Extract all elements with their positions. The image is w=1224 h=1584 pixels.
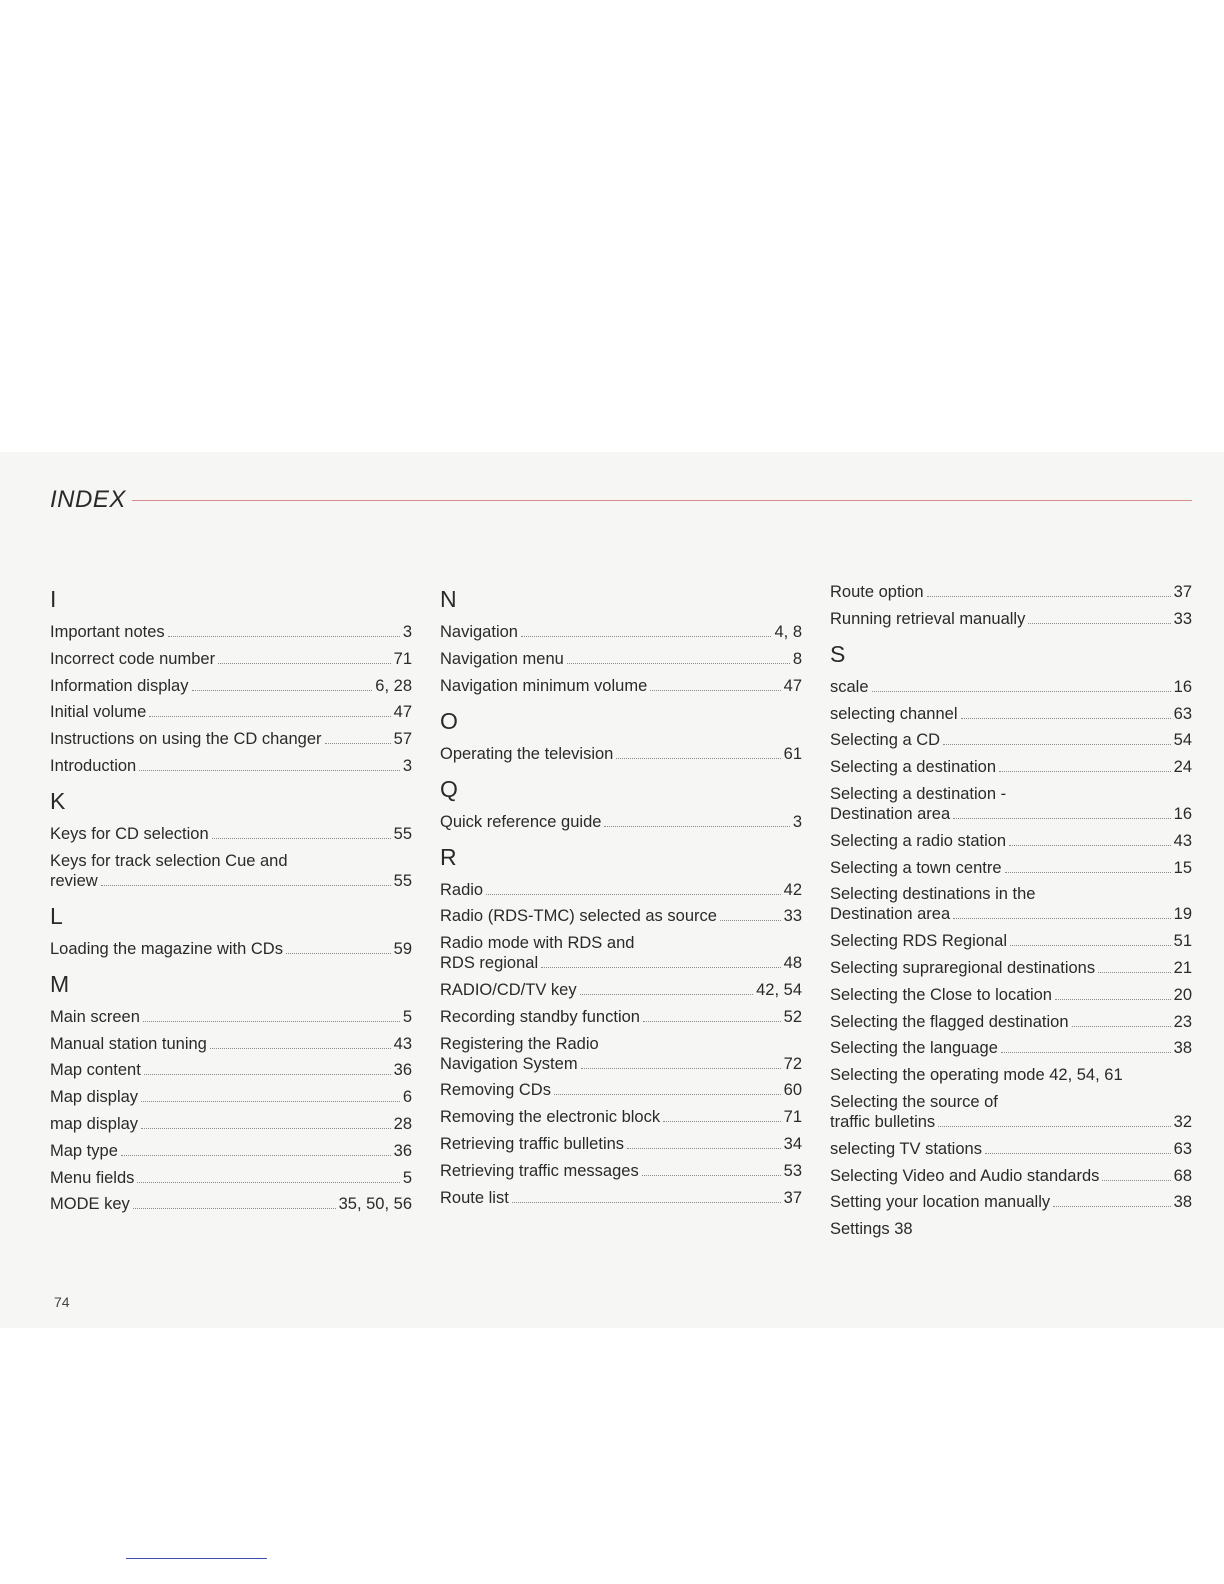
dot-leader: [985, 1153, 1171, 1154]
page-ref: 33: [783, 907, 802, 926]
page-ref: 36: [393, 1141, 412, 1160]
entry-text-line2: traffic bulletins: [830, 1112, 936, 1131]
index-entry: [830, 784, 1192, 824]
index-entry: [830, 831, 1192, 851]
entry-text-line1: Selecting destinations in the: [830, 885, 1036, 904]
index-entry: [50, 676, 412, 696]
entry-text: selecting channel: [830, 704, 958, 723]
entry-row: [830, 904, 1192, 924]
index-entry: [50, 1114, 412, 1134]
index-entry: [830, 1092, 1192, 1132]
index-entry: [440, 1007, 802, 1027]
entry-text-line2: Destination area: [830, 804, 951, 823]
index-entry: [50, 824, 412, 844]
entry-text: Map display: [50, 1088, 139, 1107]
entry-text-line1: Registering the Radio: [440, 1034, 599, 1053]
entry-text-line1: Selecting the source of: [830, 1092, 998, 1111]
entry-row: [50, 871, 412, 891]
entry-text: Menu fields: [50, 1168, 135, 1187]
page-ref: 51: [1173, 932, 1192, 951]
page-ref: 38: [1173, 1039, 1192, 1058]
index-entry: [440, 1034, 802, 1074]
entry-text: Important notes: [50, 623, 165, 641]
index-entry: [830, 704, 1192, 724]
dot-leader: [133, 1208, 336, 1209]
index-entry: [50, 1060, 412, 1080]
page-ref: 48: [783, 954, 802, 973]
entry-text-line2: Destination area: [830, 905, 951, 924]
dot-leader: [1055, 999, 1171, 1000]
entry-text: Radio (RDS-TMC) selected as source: [440, 907, 717, 926]
dot-leader: [1009, 845, 1171, 846]
page-ref: 20: [1173, 985, 1192, 1004]
footnote-rule: [126, 1558, 267, 1559]
dot-leader: [1102, 1180, 1170, 1181]
index-entry: [440, 812, 802, 832]
index-entry: [50, 729, 412, 749]
dot-leader: [521, 636, 772, 637]
entry-text: Map content: [50, 1061, 141, 1080]
index-entry: [50, 702, 412, 722]
section-letter: Q: [440, 775, 458, 802]
dot-leader: [1005, 872, 1171, 873]
dot-leader: [554, 1094, 781, 1095]
index-entry: [830, 1038, 1192, 1058]
dot-leader: [580, 994, 754, 995]
dot-leader: [720, 920, 781, 921]
section-letter: L: [50, 902, 63, 929]
index-entry: [440, 980, 802, 1000]
section-letter: K: [50, 787, 66, 814]
dot-leader: [1001, 1052, 1171, 1053]
index-entry: [440, 880, 802, 900]
entry-text: MODE key: [50, 1195, 130, 1214]
page-ref: 36: [393, 1061, 412, 1080]
entry-text: Route option: [830, 583, 924, 601]
page-ref: 5: [402, 1007, 412, 1026]
index-entry: Selecting the operating mode 42, 54, 61: [830, 1066, 1123, 1085]
index-entry: [830, 958, 1192, 978]
dot-leader: [567, 663, 790, 664]
section-letter: S: [830, 640, 846, 667]
page-ref: 24: [1173, 758, 1192, 777]
page-ref: 52: [783, 1007, 802, 1026]
page-ref: 72: [783, 1054, 802, 1073]
dot-leader: [541, 967, 781, 968]
page-ref: 71: [783, 1108, 802, 1127]
entry-text: RADIO/CD/TV key: [440, 980, 577, 999]
index-entry: [830, 1166, 1192, 1186]
dot-leader: [663, 1121, 781, 1122]
section-letter: M: [50, 970, 70, 997]
dot-leader: [486, 894, 781, 895]
dot-leader: [999, 771, 1171, 772]
dot-leader: [143, 1021, 400, 1022]
dot-leader: [643, 1021, 781, 1022]
index-entry: [440, 744, 802, 764]
index-entry: [440, 1134, 802, 1154]
dot-leader: [581, 1068, 781, 1069]
index-entry: [830, 884, 1192, 924]
entry-text: Navigation: [440, 623, 518, 641]
page-ref: 47: [783, 676, 802, 695]
dot-leader: [1098, 972, 1171, 973]
index-entry: [440, 1188, 802, 1208]
index-entry: [50, 851, 412, 891]
index-entry: [50, 1034, 412, 1054]
entry-text: Retrieving traffic bulletins: [440, 1134, 625, 1153]
index-entry: [830, 582, 1192, 602]
page-ref: 55: [393, 824, 412, 843]
entry-text: Selecting the Close to location: [830, 985, 1052, 1004]
page-ref: 61: [783, 744, 802, 763]
entry-text-line1: Keys for track selection Cue and: [50, 851, 288, 870]
index-entry: [830, 677, 1192, 697]
dot-leader: [212, 838, 391, 839]
entry-text: Removing the electronic block: [440, 1108, 661, 1127]
page-ref: 3: [792, 812, 802, 831]
entry-text: Selecting Video and Audio standards: [830, 1166, 1100, 1185]
page-ref: 19: [1173, 905, 1192, 924]
page-ref: 54: [1173, 731, 1192, 750]
page-ref: 37: [1173, 583, 1192, 601]
index-entry: [440, 1080, 802, 1100]
dot-leader: [927, 596, 1171, 597]
page-ref: 5: [402, 1168, 412, 1187]
page-ref: 16: [1173, 804, 1192, 823]
dot-leader: [168, 636, 400, 637]
index-entry: [50, 756, 412, 776]
dot-leader: [872, 691, 1171, 692]
section-letter: R: [440, 843, 457, 870]
page-ref: 71: [393, 649, 412, 668]
page-ref: 37: [783, 1188, 802, 1207]
index-entry: [440, 1107, 802, 1127]
entry-text: Selecting the language: [830, 1039, 998, 1058]
page-ref: 6, 28: [375, 676, 412, 695]
page-ref: 68: [1173, 1166, 1192, 1185]
page-ref: 23: [1173, 1012, 1192, 1031]
entry-row: [440, 953, 802, 973]
entry-text: Setting your location manually: [830, 1193, 1051, 1212]
entry-text: Selecting supraregional destinations: [830, 958, 1096, 977]
page-ref: 28: [393, 1114, 412, 1133]
page-ref: 43: [1173, 831, 1192, 850]
entry-text: Map type: [50, 1141, 118, 1160]
page-number: 74: [54, 1294, 70, 1310]
entry-text: map display: [50, 1114, 139, 1133]
page-ref: 38: [1173, 1193, 1192, 1212]
dot-leader: [1053, 1206, 1171, 1207]
dot-leader: [218, 663, 391, 664]
entry-text: Navigation minimum volume: [440, 676, 648, 695]
entry-text: Manual station tuning: [50, 1034, 207, 1053]
entry-text-line1: Selecting a destination -: [830, 784, 1007, 803]
dot-leader: [1028, 623, 1170, 624]
index-column-3: [830, 582, 1192, 1246]
index-entry: [440, 1161, 802, 1181]
index-entry: [440, 622, 802, 642]
index-entry: Settings 38: [830, 1220, 913, 1239]
page-ref: 21: [1173, 958, 1192, 977]
page-ref: 32: [1173, 1112, 1192, 1131]
index-column-2: [440, 580, 802, 1214]
entry-text: Recording standby function: [440, 1007, 640, 1026]
page-ref: 16: [1173, 677, 1192, 696]
index-entry: [830, 858, 1192, 878]
entry-text-line1: Radio mode with RDS and: [440, 934, 635, 953]
index-entry: [440, 933, 802, 973]
index-entry: [830, 1012, 1192, 1032]
entry-text: Information display: [50, 676, 189, 695]
page-ref: 3: [402, 623, 412, 641]
index-entry: [830, 609, 1192, 629]
entry-text: Initial volume: [50, 703, 147, 722]
dot-leader: [144, 1074, 391, 1075]
title-rule: [132, 500, 1192, 501]
index-entry: [50, 1141, 412, 1161]
dot-leader: [953, 918, 1170, 919]
dot-leader: [938, 1126, 1170, 1127]
dot-leader: [616, 758, 780, 759]
section-letter: O: [440, 707, 458, 734]
index-entry: [830, 1192, 1192, 1212]
index-entry: [440, 906, 802, 926]
entry-text: Navigation menu: [440, 649, 564, 668]
dot-leader: [1010, 945, 1171, 946]
dot-leader: [137, 1182, 399, 1183]
entry-text: Selecting RDS Regional: [830, 932, 1008, 951]
entry-text: Running retrieval manually: [830, 609, 1026, 628]
page-title: INDEX: [50, 486, 126, 513]
page-ref: 15: [1173, 858, 1192, 877]
page-ref: 63: [1173, 704, 1192, 723]
entry-text: selecting TV stations: [830, 1139, 982, 1158]
entry-text-line2: RDS regional: [440, 954, 539, 973]
dot-leader: [141, 1128, 391, 1129]
entry-text: Selecting a destination: [830, 758, 997, 777]
page-ref: 42, 54: [756, 980, 802, 999]
dot-leader: [192, 690, 373, 691]
dot-leader: [961, 718, 1171, 719]
page-ref: 6: [402, 1088, 412, 1107]
entry-text: scale: [830, 677, 869, 696]
entry-text: Loading the magazine with CDs: [50, 939, 283, 958]
dot-leader: [210, 1048, 391, 1049]
index-entry: [50, 1087, 412, 1107]
dot-leader: [121, 1155, 391, 1156]
entry-text: Selecting a town centre: [830, 858, 1002, 877]
page-ref: 63: [1173, 1139, 1192, 1158]
entry-text: Route list: [440, 1188, 509, 1207]
entry-text: Selecting a CD: [830, 731, 941, 750]
index-entry: [830, 1139, 1192, 1159]
page-ref: 43: [393, 1034, 412, 1053]
index-entry: [50, 1168, 412, 1188]
index-entry: [830, 757, 1192, 777]
dot-leader: [1072, 1026, 1171, 1027]
dot-leader: [642, 1175, 781, 1176]
entry-text: Operating the television: [440, 744, 614, 763]
page-ref: 3: [402, 756, 412, 775]
entry-text-line2: Navigation System: [440, 1054, 578, 1073]
page-ref: 35, 50, 56: [338, 1195, 412, 1214]
page-ref: 42: [783, 880, 802, 899]
index-entry: [440, 676, 802, 696]
page-ref: 47: [393, 703, 412, 722]
entry-text: Quick reference guide: [440, 812, 602, 831]
dot-leader: [141, 1101, 400, 1102]
page-ref: 34: [783, 1134, 802, 1153]
entry-text: Keys for CD selection: [50, 824, 209, 843]
entry-text: Retrieving traffic messages: [440, 1161, 639, 1180]
page-ref: 53: [783, 1161, 802, 1180]
index-entry: [830, 730, 1192, 750]
entry-text: Instructions on using the CD changer: [50, 730, 322, 749]
index-column-1: [50, 580, 412, 1221]
index-entry: [50, 1194, 412, 1214]
page-ref: 57: [393, 730, 412, 749]
page-ref: 60: [783, 1081, 802, 1100]
index-entry: [830, 931, 1192, 951]
entry-text: Incorrect code number: [50, 649, 216, 668]
dot-leader: [650, 690, 780, 691]
entry-text: Selecting the flagged destination: [830, 1012, 1069, 1031]
index-entry: [830, 985, 1192, 1005]
entry-text: Introduction: [50, 756, 137, 775]
entry-row: [440, 1054, 802, 1074]
index-entry: [50, 1007, 412, 1027]
page-ref: 55: [393, 871, 412, 890]
index-entry: [50, 622, 412, 642]
page-ref: 8: [792, 649, 802, 668]
entry-text: Selecting a radio station: [830, 831, 1007, 850]
page-ref: 33: [1173, 609, 1192, 628]
dot-leader: [627, 1148, 781, 1149]
dot-leader: [943, 744, 1171, 745]
dot-leader: [325, 743, 391, 744]
entry-text-line2: review: [50, 871, 98, 890]
page-ref: 59: [393, 939, 412, 958]
section-letter: N: [440, 586, 457, 612]
section-letter: I: [50, 586, 57, 612]
dot-leader: [149, 716, 390, 717]
dot-leader: [101, 885, 391, 886]
dot-leader: [953, 818, 1170, 819]
entry-text: Radio: [440, 880, 484, 899]
index-entry: [50, 939, 412, 959]
page-ref: 4, 8: [774, 623, 802, 641]
entry-row: [830, 1112, 1192, 1132]
dot-leader: [604, 826, 789, 827]
entry-text: Removing CDs: [440, 1081, 551, 1100]
index-entry: [50, 649, 412, 669]
entry-row: [830, 804, 1192, 824]
dot-leader: [512, 1202, 781, 1203]
index-entry: [440, 649, 802, 669]
dot-leader: [286, 953, 391, 954]
entry-text: Main screen: [50, 1007, 140, 1026]
dot-leader: [139, 770, 400, 771]
